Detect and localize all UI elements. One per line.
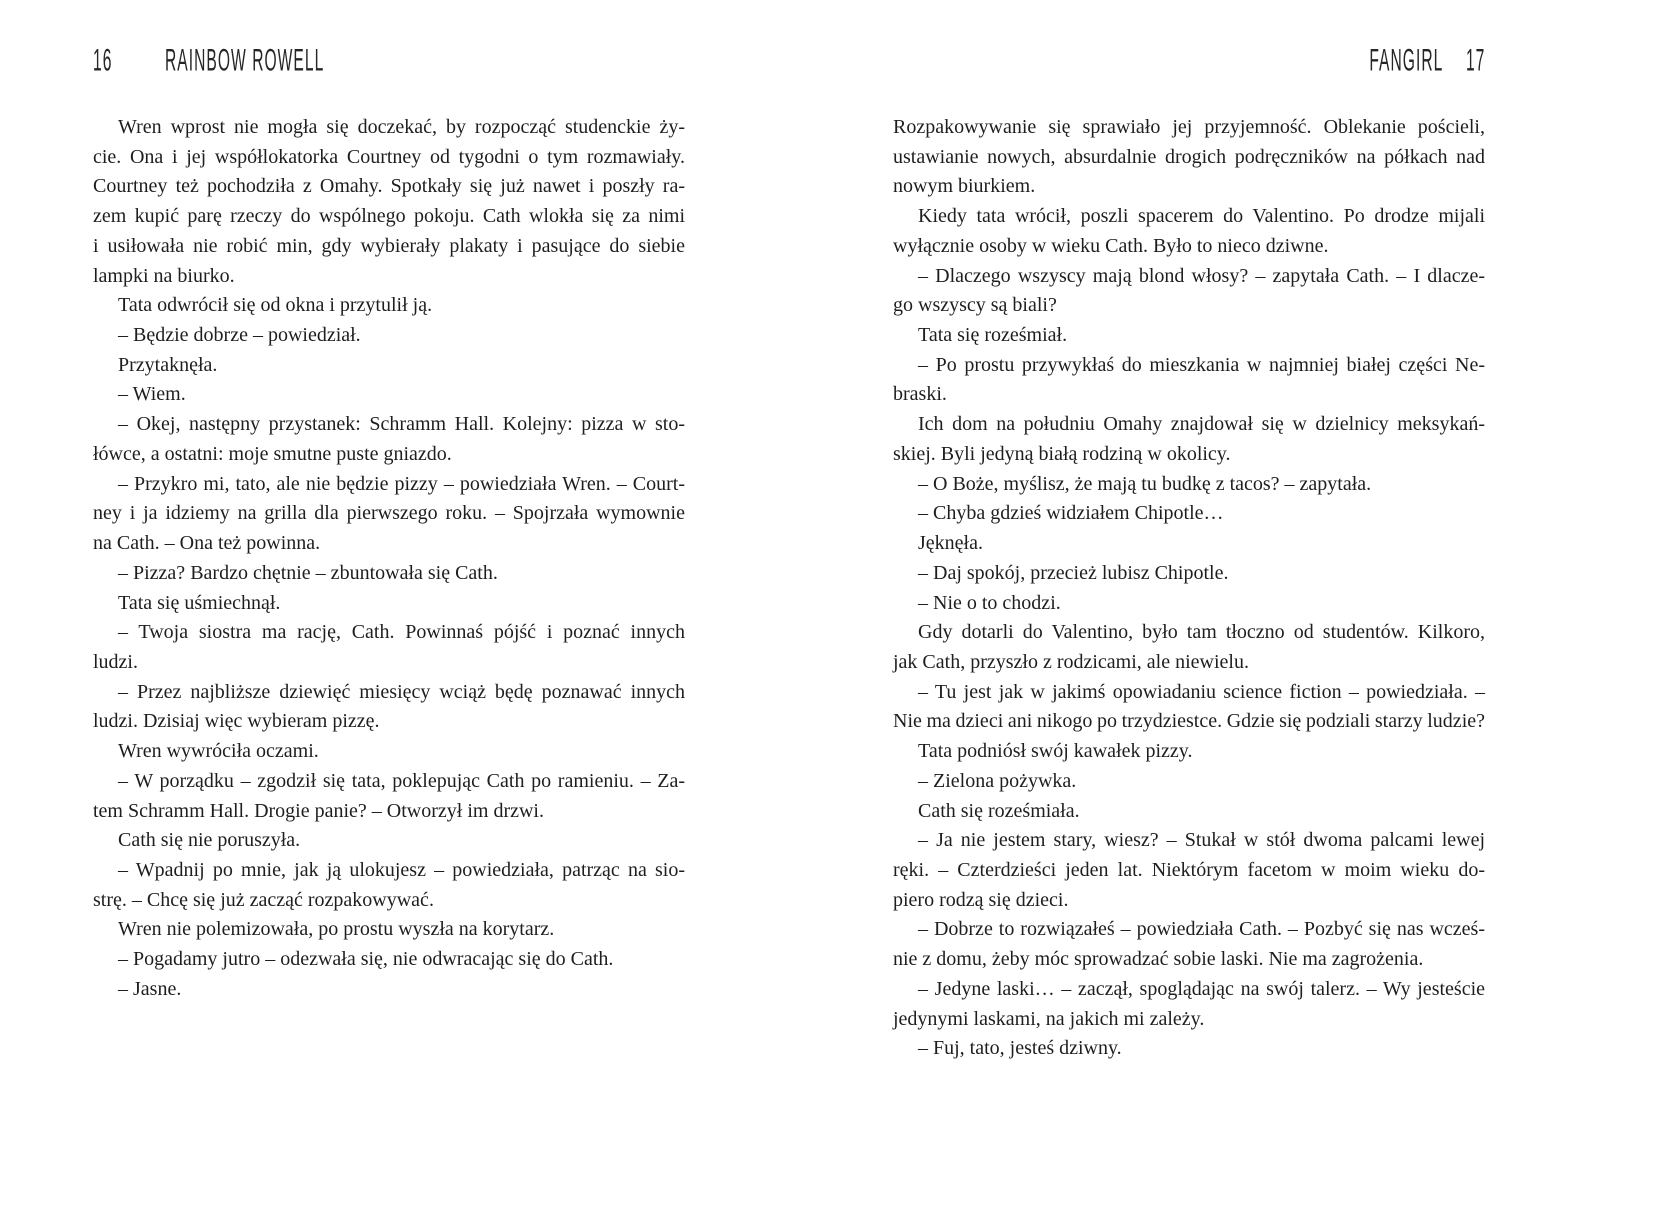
page-body-right xyxy=(893,113,1485,1064)
text-line-content: – Dlaczego wszyscy mają blond włosy? – zapytała Cath. – I dlacze- xyxy=(918,264,1485,287)
text-line-content: ręki. – Czterdzieści jeden lat. Niektórym facetom w moim wieku do- xyxy=(893,858,1485,881)
text-line xyxy=(893,797,1485,827)
text-line xyxy=(893,975,1485,1005)
text-line xyxy=(93,618,685,648)
text-line xyxy=(93,826,685,856)
text-line xyxy=(93,351,685,381)
text-line xyxy=(893,589,1485,619)
text-line-content: wyłącznie osoby w wieku Cath. Było to nieco dziwne. xyxy=(893,234,1329,257)
text-line-content: Courtney też pochodziła z Omahy. Spotkały się już nawet i poszły ra- xyxy=(93,175,685,198)
text-line xyxy=(93,232,685,262)
text-line xyxy=(93,410,685,440)
text-line xyxy=(893,410,1485,440)
text-line-content: – Wiem. xyxy=(118,383,186,406)
text-line-content: jedynymi laskami, na jakich mi zależy. xyxy=(893,1007,1205,1030)
text-line xyxy=(893,291,1485,321)
text-line-content: go wszyscy są biali? xyxy=(893,294,1057,317)
text-line xyxy=(893,856,1485,886)
text-line-content: ludzi. Dzisiaj więc wybieram pizzę. xyxy=(93,710,380,733)
text-line-content: – Przykro mi, tato, ale nie będzie pizzy – powiedziała Wren. – Court- xyxy=(118,472,685,495)
text-line-content: i usiłowała nie robić min, gdy wybierały plakaty i pasujące do siebie xyxy=(93,234,685,257)
text-line-content: skiej. Byli jedyną białą rodziną w okolicy. xyxy=(893,442,1231,465)
page-body-left xyxy=(93,113,685,1005)
text-line-content: Wren wprost nie mogła się doczekać, by rozpocząć studenckie ży- xyxy=(118,116,685,138)
text-line-content: – Chyba gdzieś widziałem Chipotle… xyxy=(918,502,1224,525)
text-line xyxy=(893,232,1485,262)
text-line xyxy=(93,589,685,619)
text-line xyxy=(893,826,1485,856)
text-line-content: nowym biurkiem. xyxy=(893,175,1036,198)
text-line-content: tem Schramm Hall. Drogie panie? – Otworzył im drzwi. xyxy=(93,799,544,822)
text-line xyxy=(93,470,685,500)
text-line-content: – Pogadamy jutro – odezwała się, nie odwracając się do Cath. xyxy=(118,948,614,971)
text-line-content: ustawianie nowych, absurdalnie drogich podręczników na półkach nad xyxy=(893,145,1485,168)
text-line xyxy=(893,618,1485,648)
text-line-content: – Przez najbliższe dziewięć miesięcy wciąż będę poznawać innych xyxy=(118,680,685,703)
text-line-content: Ich dom na południu Omahy znajdował się w dzielnicy meksykań- xyxy=(918,413,1485,436)
text-line-content: na Cath. – Ona też powinna. xyxy=(93,532,321,555)
text-line xyxy=(893,351,1485,381)
text-line xyxy=(893,737,1485,767)
text-line-content: – Twoja siostra ma rację, Cath. Powinnaś pójść i poznać innych xyxy=(118,621,685,644)
text-line xyxy=(93,856,685,886)
text-line xyxy=(93,559,685,589)
text-line xyxy=(893,707,1485,737)
running-title: FANGIRL xyxy=(1368,43,1443,78)
text-line-content: – Dobrze to rozwiązałeś – powiedziała Cath. – Pozbyć się nas wcześ- xyxy=(918,918,1485,941)
text-line xyxy=(93,707,685,737)
text-line-content: – Daj spokój, przecież lubisz Chipotle. xyxy=(918,561,1229,584)
text-line xyxy=(893,1005,1485,1035)
text-line xyxy=(93,678,685,708)
text-line-content: – Będzie dobrze – powiedział. xyxy=(118,324,361,347)
text-line-content: Tata podniósł swój kawałek pizzy. xyxy=(918,740,1193,763)
text-line-content: Wren nie polemizowała, po prostu wyszła na korytarz. xyxy=(118,918,555,941)
text-line xyxy=(93,262,685,292)
text-line xyxy=(93,440,685,470)
text-line xyxy=(893,202,1485,232)
text-line xyxy=(893,499,1485,529)
text-line xyxy=(893,113,1485,143)
text-line-content: – Zielona pożywka. xyxy=(918,769,1077,792)
text-line-content: strę. – Chcę się już zacząć rozpakowywać. xyxy=(93,888,434,911)
text-line-content: łówce, a ostatni: moje smutne puste gniazdo. xyxy=(93,442,452,465)
text-line-content: cie. Ona i jej współlokatorka Courtney od tygodni o tym rozmawiały. xyxy=(93,145,685,168)
text-line xyxy=(893,529,1485,559)
text-line xyxy=(93,886,685,916)
text-line-content: Tata się uśmiechnął. xyxy=(118,591,281,614)
text-line-content: ney i ja idziemy na grilla dla pierwszego roku. – Spojrzała wymownie xyxy=(93,502,685,525)
text-line xyxy=(93,737,685,767)
text-line xyxy=(893,143,1485,173)
text-line-content: zem kupić parę rzeczy do wspólnego pokoju. Cath wlokła się za nimi xyxy=(93,205,685,228)
text-line xyxy=(893,470,1485,500)
text-line xyxy=(93,291,685,321)
text-line xyxy=(893,262,1485,292)
text-line-content: Cath się roześmiała. xyxy=(918,799,1080,822)
text-line-content: lampki na biurko. xyxy=(93,264,235,287)
text-line-content: – O Boże, myślisz, że mają tu budkę z tacos? – zapytała. xyxy=(918,472,1372,495)
text-line xyxy=(93,915,685,945)
text-line-content: Kiedy tata wrócił, poszli spacerem do Valentino. Po drodze mijali xyxy=(918,205,1485,228)
text-line xyxy=(893,380,1485,410)
text-line-content: Tata się roześmiał. xyxy=(918,324,1068,347)
page-header-left xyxy=(93,43,685,78)
text-line xyxy=(93,380,685,410)
text-line xyxy=(93,113,685,143)
page-right xyxy=(893,0,1485,1211)
page-number: 16 xyxy=(93,43,113,78)
text-line xyxy=(93,499,685,529)
text-line-content: – Nie o to chodzi. xyxy=(918,591,1061,614)
text-line-content: braski. xyxy=(893,383,947,406)
text-line-content: – Pizza? Bardzo chętnie – zbuntowała się Cath. xyxy=(118,561,498,584)
text-line-content: – Jedyne laski… – zaczął, spoglądając na swój talerz. – Wy jesteście xyxy=(918,977,1485,1000)
text-line-content: – Okej, następny przystanek: Schramm Hall. Kolejny: pizza w sto- xyxy=(118,413,685,436)
text-line-content: piero rodzą się dzieci. xyxy=(893,888,1069,911)
text-line xyxy=(93,202,685,232)
text-line xyxy=(893,915,1485,945)
text-line xyxy=(893,648,1485,678)
text-line-content: – W porządku – zgodził się tata, poklepując Cath po ramieniu. – Za- xyxy=(118,769,685,792)
text-line xyxy=(893,678,1485,708)
text-line-content: Wren wywróciła oczami. xyxy=(118,740,319,763)
text-line xyxy=(93,945,685,975)
text-line xyxy=(893,886,1485,916)
text-line-content: – Jasne. xyxy=(118,977,182,1000)
text-line xyxy=(893,172,1485,202)
text-line xyxy=(93,767,685,797)
text-line-content: – Ja nie jestem stary, wiesz? – Stukał w stół dwoma palcami lewej xyxy=(918,829,1485,852)
text-line xyxy=(93,648,685,678)
page-number: 17 xyxy=(1465,43,1485,78)
text-line-content: – Fuj, tato, jesteś dziwny. xyxy=(918,1037,1122,1060)
text-line-content: Nie ma dzieci ani nikogo po trzydziestce. Gdzie się podziali starzy ludzie? xyxy=(893,710,1485,733)
text-line xyxy=(893,440,1485,470)
text-line xyxy=(93,143,685,173)
text-line-content: – Wpadnij po mnie, jak ją ulokujesz – powiedziała, patrząc na sio- xyxy=(118,858,685,881)
text-line-content: Rozpakowywanie się sprawiało jej przyjemność. Oblekanie pościeli, xyxy=(893,116,1485,138)
text-line xyxy=(893,767,1485,797)
text-line xyxy=(93,529,685,559)
text-line xyxy=(93,321,685,351)
text-line-content: Tata odwrócił się od okna i przytulił ją. xyxy=(118,294,433,317)
text-line-content: Gdy dotarli do Valentino, było tam tłoczno od studentów. Kilkoro, xyxy=(918,621,1485,644)
text-line xyxy=(93,172,685,202)
text-line-content: – Tu jest jak w jakimś opowiadaniu science fiction – powiedziała. – xyxy=(918,680,1485,703)
text-line-content: nie z domu, żeby móc sprowadzać sobie laski. Nie ma zagrożenia. xyxy=(893,948,1424,971)
text-line-content: jak Cath, przyszło z rodzicami, ale niewielu. xyxy=(893,650,1249,673)
text-line xyxy=(93,975,685,1005)
page-left xyxy=(93,0,685,1211)
text-line-content: Jęknęła. xyxy=(918,532,983,555)
text-line xyxy=(893,1034,1485,1064)
text-line xyxy=(893,945,1485,975)
text-line xyxy=(93,797,685,827)
text-line-content: Przytaknęła. xyxy=(118,353,218,376)
running-title: RAINBOW ROWELL xyxy=(165,43,325,78)
text-line-content: Cath się nie poruszyła. xyxy=(118,829,301,852)
text-line-content: ludzi. xyxy=(93,650,138,673)
text-line xyxy=(893,321,1485,351)
page-header-right xyxy=(893,43,1485,78)
text-line xyxy=(893,559,1485,589)
text-line-content: – Po prostu przywykłaś do mieszkania w najmniej białej części Ne- xyxy=(918,353,1485,376)
